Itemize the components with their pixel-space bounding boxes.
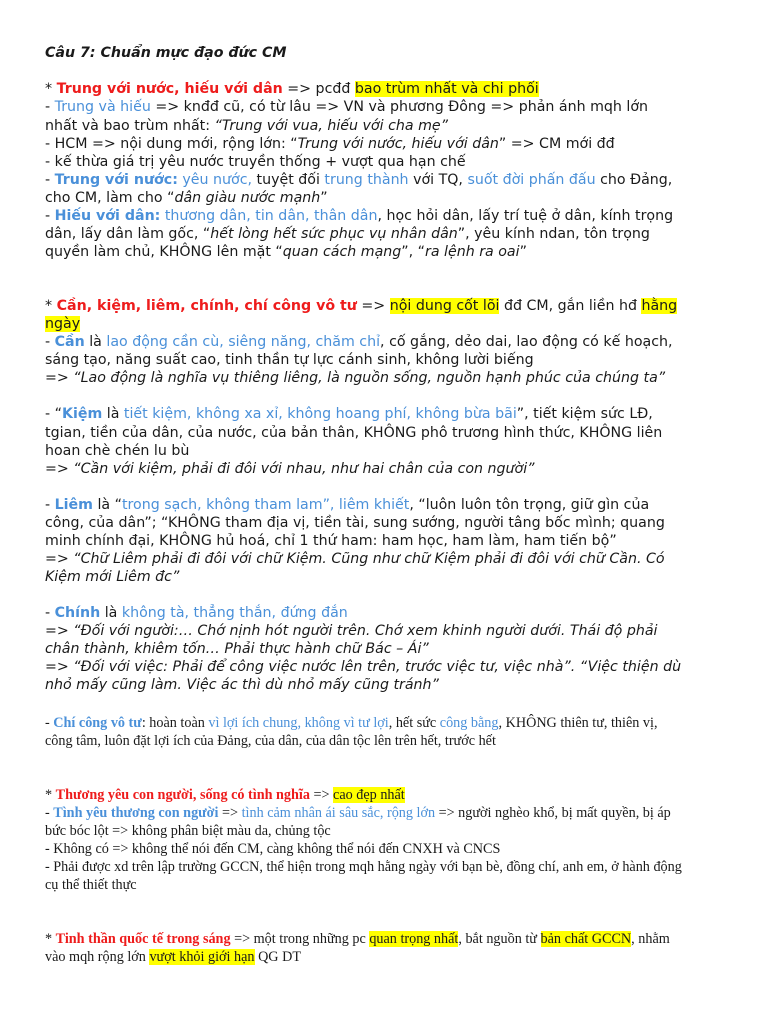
text-segment: ”, yêu kính ndan, tôn trọng (457, 226, 650, 242)
text-line (45, 823, 331, 840)
text-segment: “Lao động là nghĩa vụ thiêng liêng, là nguồn sống, nguồn hạnh phúc của chúng ta” (73, 370, 666, 386)
text-segment: là “ (92, 497, 122, 513)
text-segment: : hoàn toàn (141, 715, 209, 731)
text-line (45, 623, 658, 639)
text-segment: Tình yêu thương con người (53, 805, 219, 821)
text-line (45, 81, 539, 97)
text-segment: , nhằm (631, 931, 670, 947)
text-segment: hoan chè chén lu bù (45, 443, 190, 459)
text-segment: Chính (54, 605, 101, 621)
text-segment: Tinh thần quốc tế trong sáng (55, 931, 231, 947)
text-line (45, 949, 301, 966)
text-segment: quan trọng nhất (369, 931, 459, 947)
text-segment: * (45, 787, 56, 803)
text-segment: Chí công vô tư (53, 715, 142, 731)
text-segment: => pcđđ (282, 81, 355, 97)
text-segment: nội dung cốt lõi (389, 298, 500, 314)
text-segment: với TQ, (408, 172, 468, 188)
text-line (45, 226, 650, 242)
text-segment: yêu nước, (182, 172, 253, 188)
text-segment: “Đối với việc: Phải để công việc nước lên trên, trước việc tư, việc nhà”. “Việc thiện dù (73, 659, 682, 675)
text-line (45, 659, 681, 675)
text-segment: , cố gắng, dẻo dai, lao động có kế hoạch, (380, 334, 673, 350)
text-segment: là (100, 605, 122, 621)
text-segment: ” (519, 244, 527, 260)
text-segment: => người nghèo khổ, bị mất quyền, bị áp (435, 805, 671, 821)
text-segment: , hết sức (388, 715, 440, 731)
text-segment: cho Đảng, (595, 172, 673, 188)
text-segment: Kiệm mới Liêm đc” (45, 569, 180, 585)
text-line (45, 406, 653, 422)
text-segment: thương dân, tin dân, thân dân (164, 208, 378, 224)
text-line (45, 244, 527, 260)
text-line (45, 805, 671, 822)
text-segment: ra lệnh ra oai (425, 244, 520, 260)
text-segment: vượt khỏi giới hạn (149, 949, 255, 965)
text-segment: - (45, 208, 55, 224)
text-line (45, 136, 615, 152)
text-segment: - (45, 497, 55, 513)
text-segment: bản chất GCCN (540, 931, 632, 947)
text-segment: nhất và bao trùm nhất: (45, 118, 215, 134)
text-segment: “Chữ Liêm phải đi đôi với chữ Kiệm. Cũng như chữ Kiệm phải đi đôi với chữ Cần. Có (73, 551, 665, 567)
text-segment: * (45, 298, 57, 314)
text-segment: * (45, 81, 57, 97)
text-line (45, 99, 648, 115)
text-segment: * (45, 931, 56, 947)
text-segment: - (45, 172, 55, 188)
text-segment: => một trong những pc (230, 931, 370, 947)
text-line (45, 208, 673, 224)
text-segment: Hiếu với dân: (54, 208, 161, 224)
text-line (45, 190, 328, 206)
text-segment: , học hỏi dân, lấy trí tuệ ở dân, kính trọng (377, 208, 674, 224)
text-segment: ” (320, 190, 328, 206)
text-segment: trong sạch, không tham lam”, liêm khiết (121, 497, 410, 513)
text-segment: Cần (54, 334, 85, 350)
text-segment: lao động cần cù, siêng năng, chăm chỉ (106, 334, 381, 350)
text-segment: - (45, 805, 54, 821)
text-segment: vào mqh rộng lớn (45, 949, 150, 965)
text-segment: quyền làm chủ, KHÔNG lên mặt “ (45, 244, 283, 260)
text-line (45, 154, 466, 170)
text-line (45, 443, 189, 459)
text-line (45, 316, 80, 332)
text-segment: - Không có => không thể nói đến CM, càng không thể nói đến CNXH và CNCS (45, 841, 501, 857)
text-line (45, 551, 665, 567)
text-segment: nhỏ mấy cũng làm. Việc ác thì dù nhỏ mấy cũng tránh” (45, 677, 439, 693)
text-segment: công, của dân”; “KHÔNG tham địa vị, tiền tài, sung sướng, người tâng bốc mình; quang (45, 515, 665, 531)
text-segment: Trung với nước, hiếu với dân (56, 81, 283, 97)
text-segment: tgian, tiền của dân, của nước, của bản thân, KHÔNG phô trương hình thức, KHÔNG liên (45, 425, 663, 441)
text-segment: suốt đời phấn đấu (467, 172, 596, 188)
text-segment: Thương yêu con người, sống có tình nghĩa (55, 787, 310, 803)
text-segment: chân thành, khiêm tốn… Phải thực hành chữ Bác – Ái” (45, 641, 429, 657)
text-line (45, 877, 137, 894)
text-segment: - (45, 99, 55, 115)
text-line (45, 605, 348, 621)
text-segment: không tà, thẳng thắn, đứng đắn (121, 605, 348, 621)
text-segment: tiết kiệm, không xa xỉ, không hoang phí, không bừa bãi (123, 406, 517, 422)
text-segment: quan cách mạng (282, 244, 402, 260)
text-segment: công tâm, luôn đặt lợi ích của Đảng, của dân, của dân tộc lên trên hết, trước hết (45, 733, 496, 749)
text-segment: hằng (641, 298, 678, 314)
text-segment: ” => CM mới đđ (498, 136, 615, 152)
text-segment: => (45, 551, 74, 567)
text-segment: => knđđ cũ, có từ lâu => VN và phương Đông => phản ánh mqh lớn (150, 99, 649, 115)
text-segment: ”, “ (401, 244, 426, 260)
text-segment: - (45, 334, 55, 350)
text-segment: , “luôn luôn tôn trọng, giữ gìn của (409, 497, 650, 513)
text-segment: Trung và hiếu (54, 99, 151, 115)
text-segment: => (45, 659, 74, 675)
text-segment: - Phải được xd trên lập trường GCCN, thể hiện trong mqh hằng ngày với bạn bè, đồng chí, anh em, ở hành động (45, 859, 682, 875)
text-segment: bao trùm nhất và chi phối (354, 81, 539, 97)
text-segment: - (45, 605, 55, 621)
text-segment: - (45, 715, 54, 731)
text-segment: => (309, 787, 334, 803)
text-segment: - “ (45, 406, 62, 422)
text-segment: trung thành (324, 172, 409, 188)
text-line (45, 787, 405, 804)
text-line (45, 425, 662, 441)
text-segment: Trung với nước, hiếu với dân (297, 136, 499, 152)
text-line (45, 677, 439, 693)
text-segment: Kiệm (61, 406, 103, 422)
text-segment: => (45, 623, 74, 639)
text-segment: - HCM => nội dung mới, rộng lớn: “ (45, 136, 298, 152)
text-segment: tuyệt đối (252, 172, 325, 188)
text-segment: “Đối với người:… Chớ nịnh hót người trên. Chớ xem khinh người dưới. Thái độ phải (73, 623, 658, 639)
text-segment: bức bóc lột => không phân biệt màu da, chủng tộc (45, 823, 331, 839)
text-segment: là (84, 334, 107, 350)
text-segment: là (102, 406, 124, 422)
text-line (45, 641, 429, 657)
text-line (45, 715, 658, 732)
text-segment: “Cần với kiệm, phải đi đôi với nhau, như hai chân của con người” (73, 461, 535, 477)
text-line (45, 497, 649, 513)
text-segment: dân, lấy dân làm gốc, “ (45, 226, 211, 242)
text-segment: minh chính đại, KHÔNG hủ hoá, chỉ 1 thứ ham: ham học, ham làm, ham tiến bộ” (45, 533, 617, 549)
text-line (45, 298, 677, 314)
text-segment: Liêm (54, 497, 93, 513)
text-segment: Cần, kiệm, liêm, chính, chí công vô tư (56, 298, 357, 314)
text-line (45, 733, 496, 750)
text-line (45, 334, 673, 350)
text-segment: Câu 7: Chuẩn mực đạo đức CM (45, 45, 287, 61)
text-segment: “Trung với vua, hiếu với cha mẹ” (214, 118, 448, 134)
text-segment: Trung với nước: (54, 172, 178, 188)
text-line (45, 533, 617, 549)
text-segment: => (45, 370, 74, 386)
text-line (45, 45, 287, 61)
text-segment: dân giàu nước mạnh (174, 190, 321, 206)
text-segment: cụ thể thiết thực (45, 877, 137, 893)
text-segment: hết lòng hết sức phục vụ nhân dân (210, 226, 458, 242)
text-line (45, 841, 500, 858)
text-line (45, 370, 665, 386)
text-segment: vì lợi ích chung, không vì tư lợi (208, 715, 389, 731)
text-segment: cao đẹp nhất (333, 787, 405, 803)
text-segment: => (218, 805, 242, 821)
text-segment: ngày (45, 316, 81, 332)
text-line (45, 118, 448, 134)
text-line (45, 352, 534, 368)
text-line (45, 569, 179, 585)
text-segment: , KHÔNG thiên tư, thiên vị, (498, 715, 658, 731)
text-segment: sáng tạo, năng suất cao, tinh thần tự lực cánh sinh, không lười biếng (45, 352, 534, 368)
text-line (45, 931, 670, 948)
text-segment: , bắt nguồn từ (458, 931, 541, 947)
text-segment: => (45, 461, 74, 477)
text-segment: => (356, 298, 390, 314)
text-segment: ”, tiết kiệm sức LĐ, (516, 406, 653, 422)
text-segment: tình cảm nhân ái sâu sắc, rộng lớn (241, 805, 436, 821)
text-line (45, 172, 672, 188)
text-segment: công bằng (439, 715, 499, 731)
text-segment: cho CM, làm cho “ (45, 190, 175, 206)
text-segment: QG DT (254, 949, 302, 965)
text-line (45, 515, 665, 531)
text-line (45, 859, 682, 876)
text-segment: - kế thừa giá trị yêu nước truyền thống + vượt qua hạn chế (45, 154, 466, 170)
text-segment: đđ CM, gắn liền hđ (499, 298, 642, 314)
text-line (45, 461, 535, 477)
